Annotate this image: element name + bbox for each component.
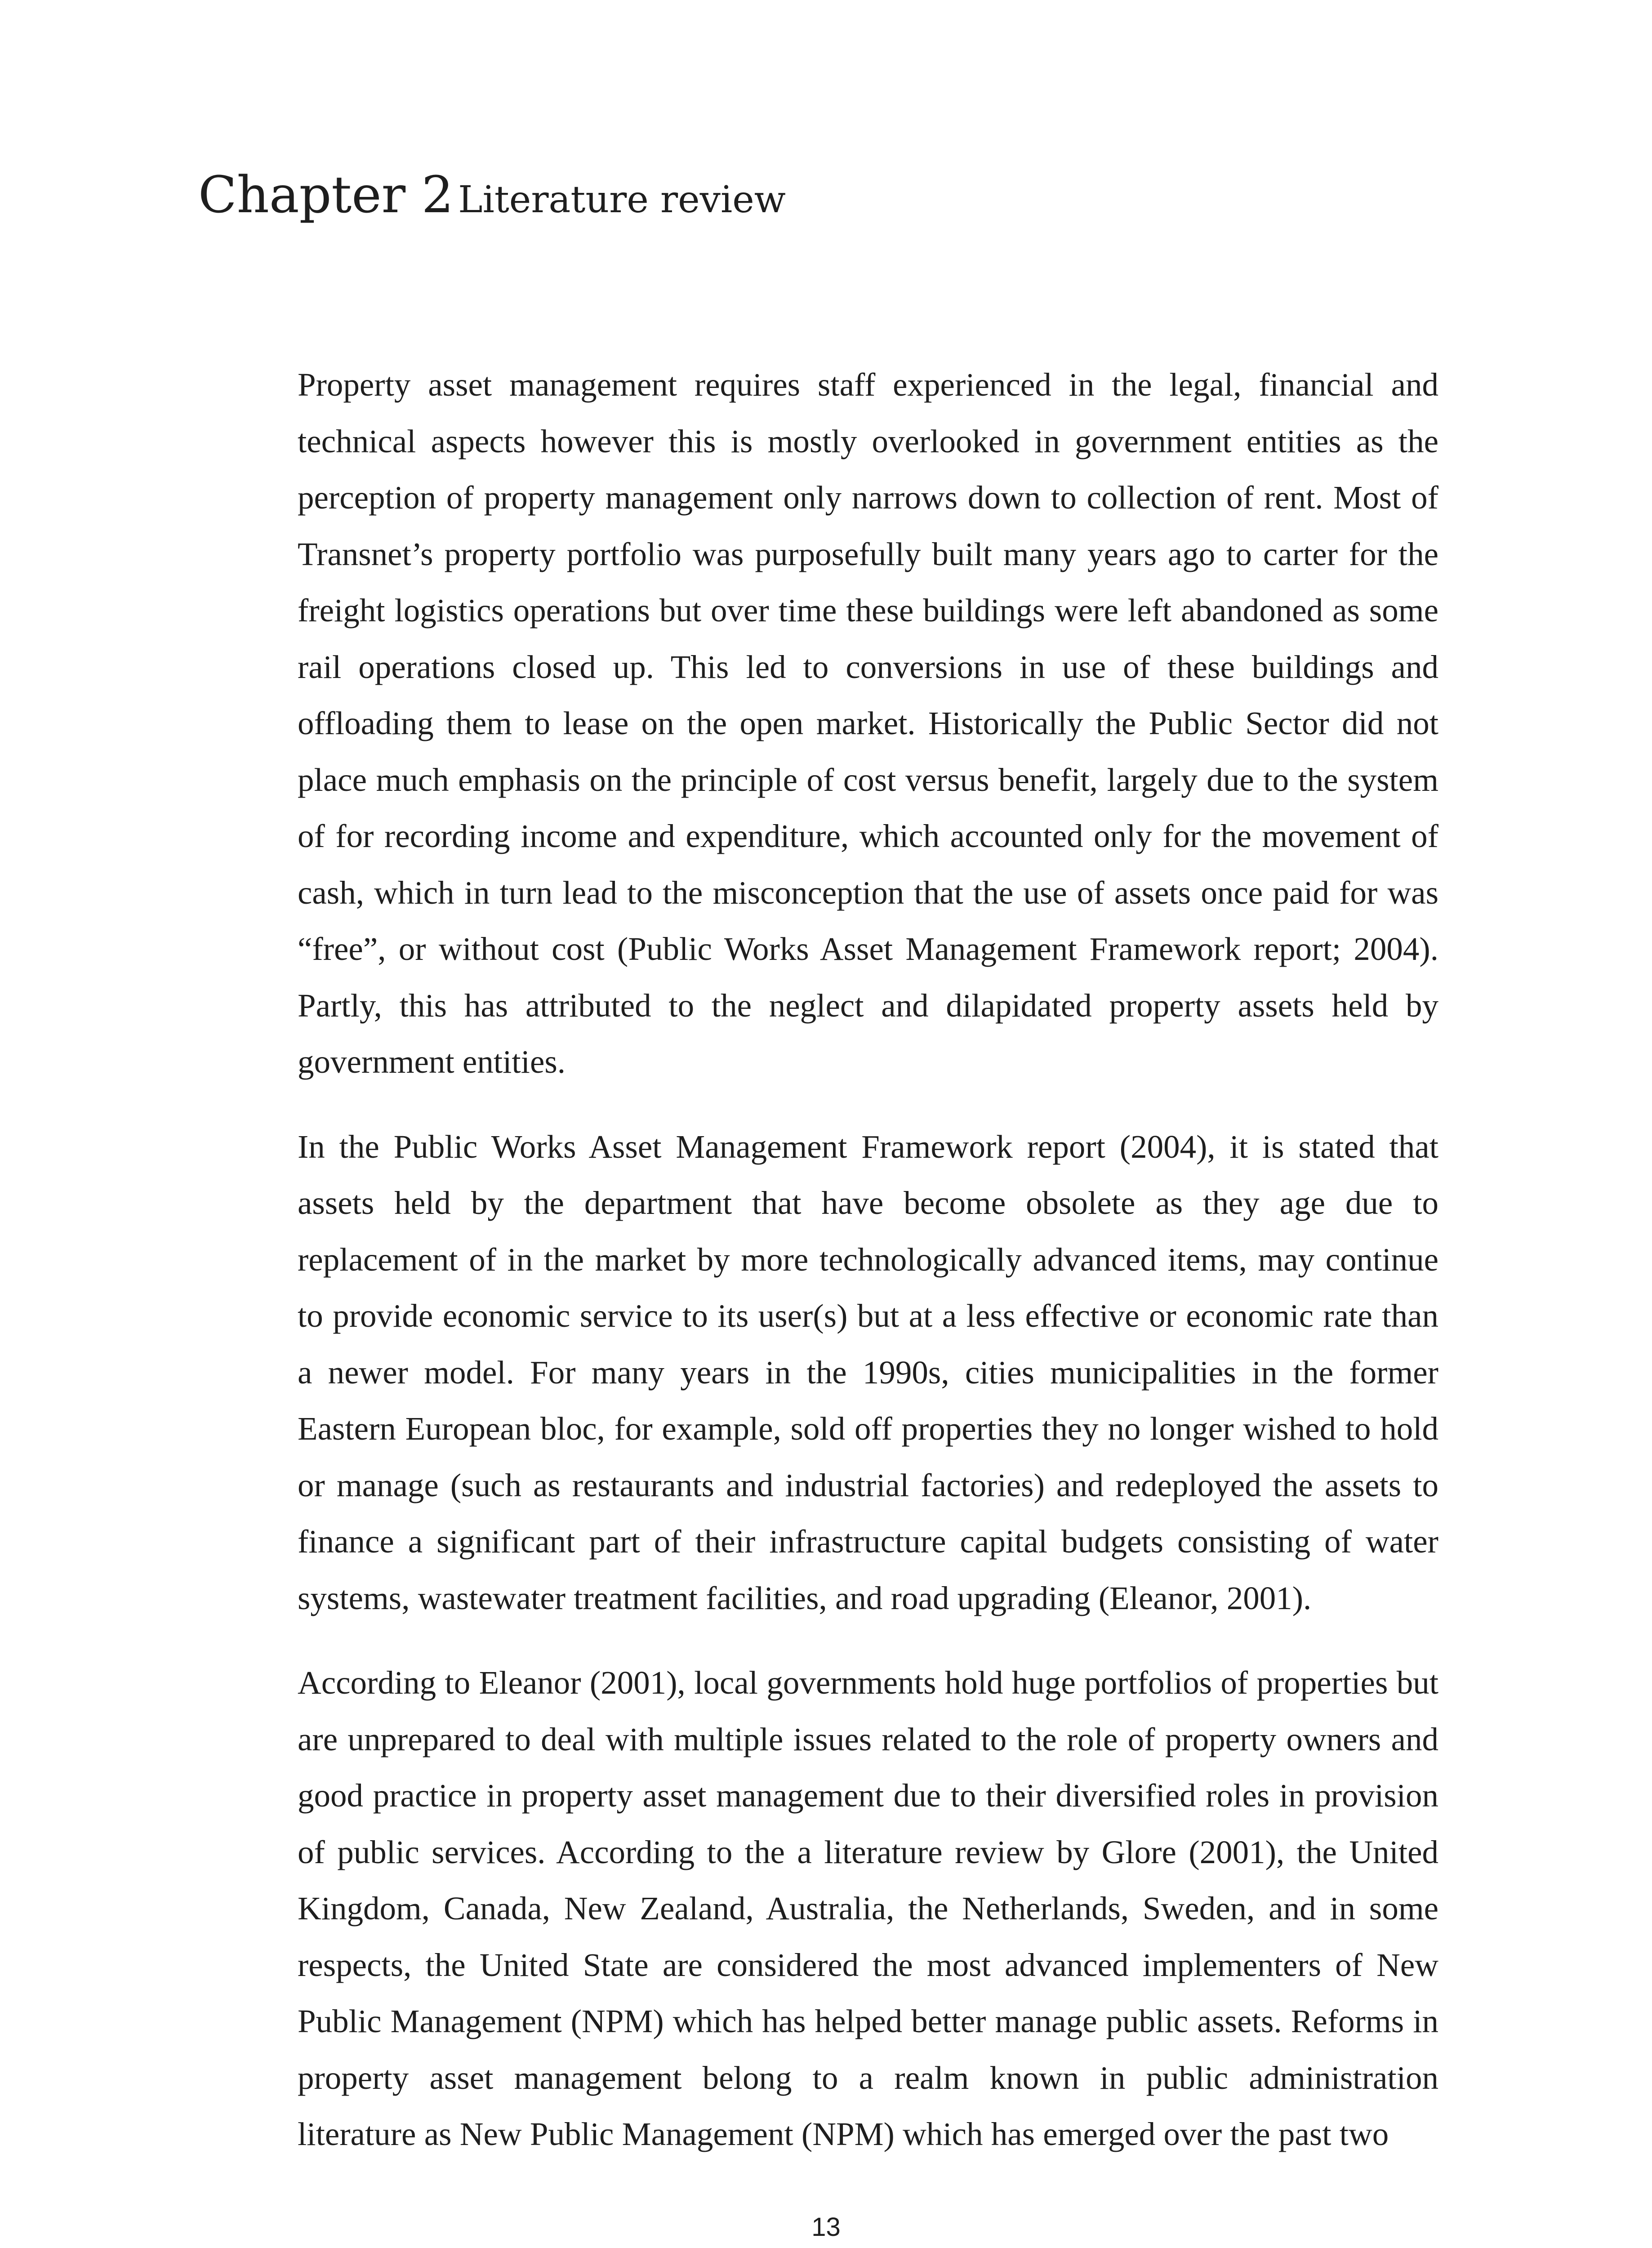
page-number: 13 bbox=[811, 2212, 841, 2242]
body-text bbox=[298, 357, 1438, 2191]
chapter-title: Literature review bbox=[458, 178, 786, 221]
paragraph-2: In the Public Works Asset Management Framework report (2004), it is stated that assets held by the department that have become obsolete as they age due to replacement of in the market by more technologically advanced items, may continue to provide economic service to its user(s) but at a less effective or economic rate than a newer model. For many years in the 1990s, cities municipalities in the former Eastern European bloc, for example, sold off properties they no longer wished to hold or manage (such as restaurants and industrial factories) and redeployed the assets to finance a significant part of their infrastructure capital budgets consisting of water systems, wastewater treatment facilities, and road upgrading (Eleanor, 2001). bbox=[298, 1128, 1438, 1616]
paragraph-3: According to Eleanor (2001), local governments hold huge portfolios of properties but are unprepared to deal with multiple issues related to the role of property owners and good practice in property asset management due to their diversified roles in provision of public services. According to the a literature review by Glore (2001), the United Kingdom, Canada, New Zealand, Australia, the Netherlands, Sweden, and in some respects, the United State are considered the most advanced implementers of New Public Management (NPM) which has helped better manage public assets. Reforms in property asset management belong to a realm known in public administration literature as New Public Management (NPM) which has emerged over the past two bbox=[298, 1664, 1438, 2152]
chapter-number: Chapter 2 bbox=[198, 166, 454, 224]
chapter-heading bbox=[198, 166, 786, 224]
paragraph-1: Property asset management requires staff experienced in the legal, financial and technical aspects however this is mostly overlooked in government entities as the perception of property management only narrows down to collection of rent. Most of Transnet’s property portfolio was purposefully built many years ago to carter for the freight logistics operations but over time these buildings were left abandoned as some rail operations closed up. This led to conversions in use of these buildings and offloading them to lease on the open market. Historically the Public Sector did not place much emphasis on the principle of cost versus benefit, largely due to the system of for recording income and expenditure, which accounted only for the movement of cash, which in turn lead to the misconception that the use of assets once paid for was “free”, or without cost (Public Works Asset Management Framework report; 2004). Partly, this has attributed to the neglect and dilapidated property assets held by government entities. bbox=[298, 366, 1438, 1080]
